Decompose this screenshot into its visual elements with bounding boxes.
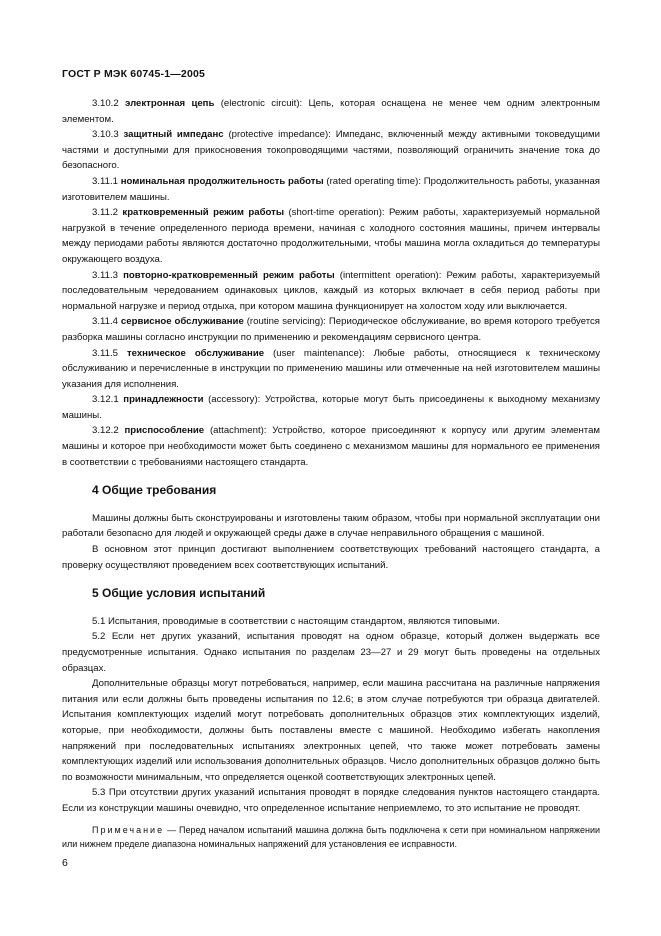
section-5-paragraph: 5.2 Если нет других указаний, испытания проводят на одном образце, который должен выдержать все предусмотренные испытания. Однако испытания по разделам 23—27 и 29 могут быть проведены на отдельных образцах. xyxy=(62,631,600,674)
clause-number: 3.10.3 xyxy=(92,129,119,141)
definition-text: Продолжительность работы, указанная изготовителем машины. xyxy=(62,175,600,203)
term: техническое обслуживание xyxy=(126,347,265,359)
term: кратковременный режим работы xyxy=(122,207,285,219)
definition-3-11-4 xyxy=(62,314,600,345)
section-5-paragraph: 5.3 При отсутствии других указаний испытания проводят в порядке следования пунктов настоящего стандарта. Если из конструкции машины очевидно, что определенное испытание неприемлемо, то это испытание не проводят. xyxy=(62,787,600,814)
definition-3-11-5 xyxy=(62,346,600,393)
definition-3-12-2 xyxy=(62,423,600,470)
definition-text: Цепь, которая оснащена не менее чем одним электронным элементом. xyxy=(62,98,601,125)
term-english: (rated operating time): xyxy=(326,175,421,187)
term-english: (protective impedance): xyxy=(228,129,331,141)
term: защитный импеданс xyxy=(123,129,224,141)
clause-number: 3.11.2 xyxy=(92,207,118,219)
section-5-paragraph: Дополнительные образцы могут потребоваться, например, если машина рассчитана на различные напряжения питания или если должны быть проведены испытания по 12.6; в этом случае потребуются три образца двигателей. Испытания комплектующих изделий могут потребовать дополнительных образцов этих комплектующих изделий, которые, при необходимости, должны быть поставлены вместе с машиной. Необходимо избегать накопления напряжений при последовательных испытаниях электронных цепей, что также может потребовать замены комплектующих изделий или использования дополнительных образцов. Число дополнительных образцов должно быть по возможности минимальным, что определяется оценкой соответствующих электронных цепей. xyxy=(62,678,600,783)
section-5-title: 5 Общие условия испытаний xyxy=(92,586,266,601)
term: номинальная продолжительность работы xyxy=(120,175,324,187)
definition-3-11-1 xyxy=(62,174,600,205)
definition-text: Периодическое обслуживание, во время которого требуется разборка машины согласно инструкции по применению и рекомендациям сервисного центра. xyxy=(62,316,600,343)
term: повторно-кратковременный режим работы xyxy=(123,269,335,281)
definition-3-10-3 xyxy=(62,127,600,174)
section-4-paragraph: Машины должны быть сконструированы и изготовлены таким образом, чтобы при нормальной эксплуатации они работали безопасно для людей и окружающей среды даже в случае неправильного обращения с машиной. xyxy=(62,512,600,540)
definition-text: Импеданс, включенный между активными токоведущими частями и доступными для прикосновения токопроводящими частями, позволяющий ограничить значение тока до безопасного. xyxy=(62,129,600,172)
definition-text: Режим работы, характеризуемый нормальной нагрузкой в течение определенного периода времени, начиная с холодного состояния машины, причем интервалы между периодами работы являются достаточно продолжительными, чтобы машина могла охладиться до температуры окружающего воздуха. xyxy=(62,207,601,265)
note xyxy=(62,823,600,852)
term-english: (attachment): xyxy=(209,425,267,437)
definition-3-11-2 xyxy=(62,205,600,267)
clause-number: 3.10.2 xyxy=(92,98,119,109)
term: сервисное обслуживание xyxy=(120,316,244,328)
page-body xyxy=(62,96,600,851)
clause-number: 3.12.2 xyxy=(92,425,119,437)
term: принадлежности xyxy=(123,394,204,406)
section-4-title: 4 Общие требования xyxy=(92,483,217,498)
term-english: (routine servicing): xyxy=(246,316,326,328)
term-english: (short-time operation): xyxy=(288,207,385,219)
term: приспособление xyxy=(124,425,205,437)
note-text: — Перед началом испытаний машина должна быть подключена к сети при номинальном напряжении или нижнем пределе диапазона номинальных напряжений для установления ее исправности. xyxy=(62,824,600,849)
clause-number: 3.11.1 xyxy=(92,175,118,187)
definition-3-10-2 xyxy=(62,96,600,127)
term-english: (intermittent operation): xyxy=(339,269,442,281)
definition-3-12-1 xyxy=(62,392,600,423)
definition-3-11-3 xyxy=(62,268,600,315)
page-number: 6 xyxy=(62,857,68,869)
definition-text: Устройства, которые могут быть присоединены к выходному механизму машины. xyxy=(62,394,600,421)
term-english: (accessory): xyxy=(208,394,261,406)
definition-text: Режим работы, характеризуемый последовательным чередованием одинаковых циклов, каждый из которых включает в себя период работы при нормальной нагрузке и период отдыха, при котором машина функционирует на холостом ходу или выключается. xyxy=(62,269,601,312)
term: электронная цепь xyxy=(125,98,215,109)
clause-number: 3.11.4 xyxy=(92,316,118,328)
definition-text: Любые работы, относящиеся к техническому обслуживанию и перечисленные в инструкции по применению машины или отмеченные на ней изготовителем машины указания для исполнения. xyxy=(62,347,601,390)
definition-text: Устройство, которое присоединяют к корпусу или другим элементам машины и которое при необходимости может быть соединено с механизмом машины для нормального ее применения в соответствии с требованиями настоящего стандарта. xyxy=(62,425,601,468)
standard-header: ГОСТ Р МЭК 60745-1—2005 xyxy=(62,68,206,80)
section-5-paragraph: 5.1 Испытания, проводимые в соответствии с настоящим стандартом, являются типовыми. xyxy=(92,615,500,627)
term-english: (user maintenance): xyxy=(273,347,365,359)
clause-number: 3.12.1 xyxy=(92,394,119,406)
clause-number: 3.11.5 xyxy=(92,347,118,359)
section-4-paragraph: В основном этот принцип достигают выполнением соответствующих требований настоящего стандарта, а проверку осуществляют проведением всех соответствующих испытаний. xyxy=(62,544,600,571)
clause-number: 3.11.3 xyxy=(92,269,118,281)
term-english: (electronic circuit): xyxy=(220,98,303,109)
note-label: Примечание xyxy=(92,824,165,835)
